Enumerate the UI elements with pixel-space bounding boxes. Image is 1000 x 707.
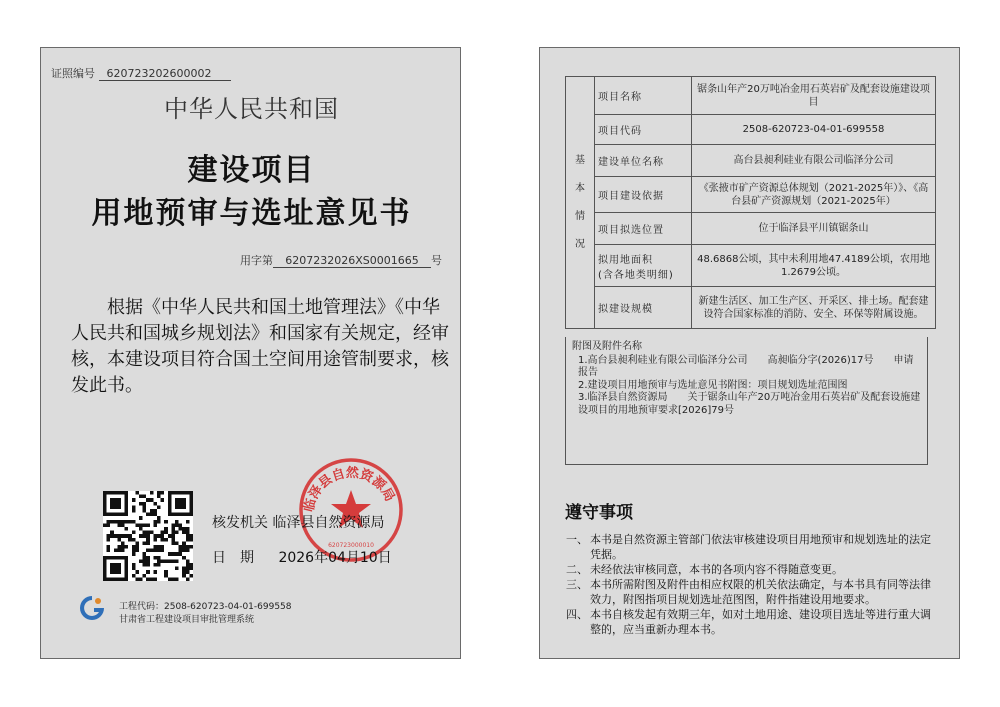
attachments-section — [565, 337, 928, 465]
certificate-number-label: 证照编号 — [51, 67, 95, 80]
rules-title: 遵守事项 — [565, 503, 633, 523]
info-label: 项目建设依据 — [595, 177, 692, 213]
info-row — [566, 245, 936, 287]
info-row — [566, 213, 936, 245]
info-value: 新建生活区、加工生产区、开采区、排土场。配套建设符合国家标准的消防、安全、环保等附属设施。 — [692, 287, 936, 329]
issue-date-label: 日期 — [212, 550, 268, 566]
land-use-number-suffix: 号 — [431, 254, 442, 267]
svg-text:临泽县自然资源局: 临泽县自然资源局 — [301, 465, 398, 514]
land-use-number-prefix: 用字第 — [240, 254, 273, 267]
info-label: 拟建设规模 — [595, 287, 692, 329]
info-row — [566, 115, 936, 145]
land-use-number — [240, 252, 442, 268]
certificate-number — [51, 65, 231, 81]
info-value: 位于临泽县平川镇锯条山 — [692, 213, 936, 245]
svg-text:620723000010: 620723000010 — [328, 542, 374, 549]
attachment-item: 3.临泽县自然资源局 关于锯条山年产20万吨冶金用石英岩矿及配套设施建设项目的用地预审要求[2026]79号 — [578, 392, 921, 416]
rules-list — [566, 532, 941, 637]
attachment-item: 2.建设项目用地预审与选址意见书附图：项目规划选址范围图 — [578, 379, 848, 391]
info-row — [566, 287, 936, 329]
issue-date — [212, 547, 392, 567]
attachment-item: 1.高台县昶利硅业有限公司临泽分公司 高昶临分字(2026)17号 申请报告 — [578, 354, 914, 378]
info-value: 2508-620723-04-01-699558 — [692, 115, 936, 145]
certificate-front-page — [40, 47, 461, 659]
issuing-authority-label: 核发机关 — [212, 515, 268, 531]
info-label: 项目拟选位置 — [595, 213, 692, 245]
footer-system-name: 甘肃省工程建设项目审批管理系统 — [119, 615, 255, 625]
info-value: 锯条山年产20万吨冶金用石英岩矿及配套设施建设项目 — [692, 77, 936, 115]
info-value: 高台县昶利硅业有限公司临泽分公司 — [692, 145, 936, 177]
info-label: 项目代码 — [595, 115, 692, 145]
certificate-number-value: 620723202600002 — [99, 67, 231, 81]
basic-info-side-label: 基 本 情 况 — [566, 77, 595, 329]
info-value: 《张掖市矿产资源总体规划（2021-2025年）》、《高台县矿产资源规划（2021-2025年） — [692, 177, 936, 213]
issuing-authority — [212, 512, 384, 532]
document-title-line1: 建设项目 — [187, 153, 316, 188]
basic-info-table — [565, 76, 936, 329]
rule-item: 三、 本书所需附图及附件由相应权限的机关依法确定，与本书具有同等法律效力，附图指项目规划选址范图图，附件指建设用地要求。 — [566, 578, 931, 606]
attachments-title: 附图及附件名称 — [572, 341, 642, 352]
rule-item: 四、 本书自核发起有效期三年，如对土地用途、建设项目选址等进行重大调整的，应当重新办理本书。 — [566, 608, 931, 636]
qr-code[interactable] — [103, 491, 193, 581]
info-row — [566, 145, 936, 177]
document-title-line2: 用地预审与选址意见书 — [91, 196, 412, 231]
rule-item: 一、 本书是自然资源主管部门依法审核建设项目用地预审和规划选址的法定凭据。 — [566, 533, 931, 561]
approval-system-logo-icon — [77, 593, 107, 623]
certificate-back-page — [539, 47, 960, 659]
info-label: 项目名称 — [595, 77, 692, 115]
land-use-number-value: 6207232026XS0001665 — [273, 254, 431, 268]
info-row — [566, 77, 936, 115]
issue-date-value: 2026年04月10日 — [278, 550, 392, 566]
info-row — [566, 177, 936, 213]
issuing-authority-value: 临泽县自然资源局 — [272, 515, 385, 531]
country-name: 中华人民共和国 — [164, 95, 339, 123]
info-label: 拟用地面积 (含各地类明细) — [595, 245, 692, 287]
rule-item: 二、 未经依法审核同意，本书的各项内容不得随意变更。 — [566, 563, 843, 576]
info-value: 48.6868公顷，其中未利用地47.4189公顷，农用地1.2679公顷。 — [692, 245, 936, 287]
approval-statement: 根据《中华人民共和国土地管理法》《中华人民共和国城乡规划法》和国家有关规定，经审核，本建设项目符合国土空间用途管制要求，核发此书。 — [71, 297, 449, 396]
footer-project-code: 工程代码：2508-620723-04-01-699558 — [119, 602, 292, 612]
info-label: 建设单位名称 — [595, 145, 692, 177]
